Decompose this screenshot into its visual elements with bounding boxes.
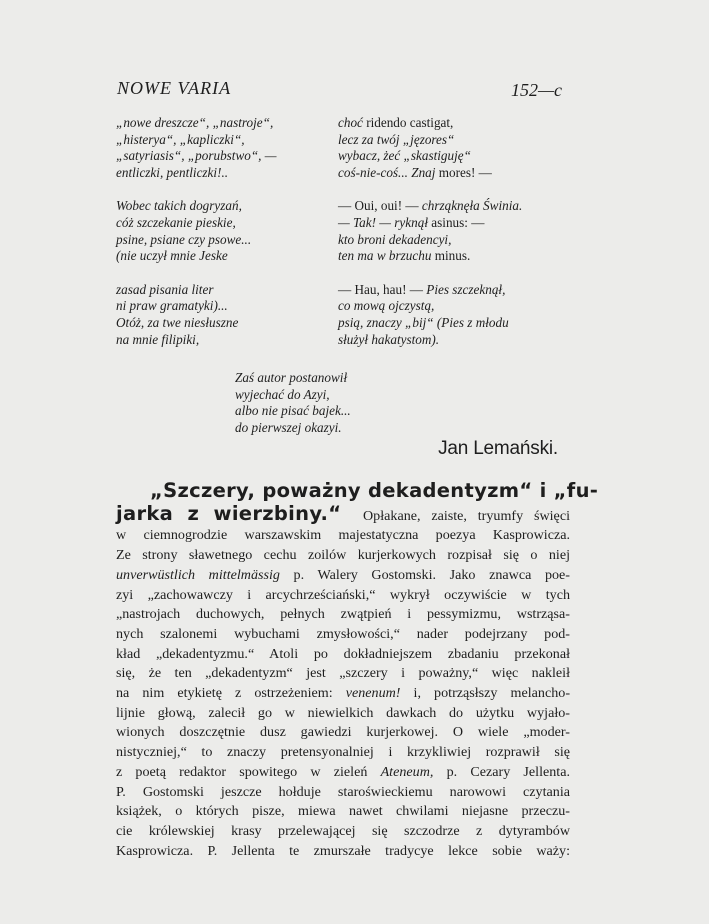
roman-text: Ze strony sławetnego cechu zoilów kurjerkowych rozpisał się o niej xyxy=(116,547,570,564)
poem-line xyxy=(338,132,522,149)
prose-line xyxy=(116,526,570,546)
article-body xyxy=(116,479,599,861)
italic-text: venenum! xyxy=(345,685,401,702)
italic-text: chrząknęła Świnia. xyxy=(421,198,523,214)
roman-text: w ciemnogrodzie warszawskim majestatyczna poezya Kasprowicza. xyxy=(116,527,570,544)
poem-stanza xyxy=(116,198,277,264)
poem-coda xyxy=(235,370,351,436)
prose-line xyxy=(116,546,570,566)
italic-text: kto broni dekadencyi, xyxy=(338,231,452,247)
roman-text: na nim etykietę z ostrzeżeniem: xyxy=(116,685,346,702)
roman-text: Kasprowicza. P. Jellenta te zmurszałe tradycye lekce sobie waży: xyxy=(116,842,570,859)
roman-text: cie królewskiej krasy przelewającej się szczodrze z dytyrambów xyxy=(116,822,570,839)
poem-line xyxy=(338,298,522,315)
prose-line xyxy=(116,802,570,822)
poem-line xyxy=(338,282,522,299)
roman-text: P. Gostomski jeszcze hołduje staroświeckiemu narowowi czytania xyxy=(116,783,570,800)
article-heading-continued: jarka z wierzbiny.“ xyxy=(116,501,342,525)
italic-text: — Tak! — ryknął xyxy=(338,214,428,230)
italic-text: Ateneum, xyxy=(380,763,434,780)
coda-line: do pierwszej okazyi. xyxy=(235,419,342,435)
roman-text: mores! — xyxy=(435,164,492,180)
poem-line: ni praw gramatyki)... xyxy=(116,298,228,314)
poem-line xyxy=(338,232,522,249)
italic-text: psią, znaczy „bij“ (Pies z młodu xyxy=(338,314,509,330)
roman-text: wionych doszczętnie dusz gawiedzi kurjerkowej. O wiele „moder- xyxy=(116,724,570,741)
poem-line: entliczki, pentliczki!.. xyxy=(116,164,229,180)
prose-line xyxy=(116,645,570,665)
poem-line: na mnie filipiki, xyxy=(116,331,200,347)
roman-text: asinus: — xyxy=(428,214,485,230)
poem-line: „histerya“, „kapliczki“, xyxy=(116,131,245,147)
roman-text: „nastrojach duchowych, pełnych zwątpień i pessymizmu, wstrząsa- xyxy=(116,606,570,623)
poem-line: psine, psiane czy psowe... xyxy=(116,231,252,247)
poem-line: (nie uczył mnie Jeske xyxy=(116,248,228,264)
poem-line xyxy=(338,332,522,349)
article-heading: „Szczery, poważny dekadentyzm“ i „fu- xyxy=(150,479,599,502)
roman-text: z poetą redaktor spowitego w zieleń xyxy=(116,763,381,780)
roman-text: minus. xyxy=(431,248,471,264)
poem-line: „satyriasis“, „porubstwo“, — xyxy=(116,148,277,164)
italic-text: coś-nie-coś... Znaj xyxy=(338,164,436,180)
poem-stanza xyxy=(116,282,277,348)
italic-text: wybacz, żeć „skastiguję“ xyxy=(338,148,471,164)
poem-line xyxy=(338,115,522,132)
poem-line xyxy=(338,198,522,215)
italic-text: co mową ojczystą, xyxy=(338,298,435,314)
coda-line: Zaś autor postanowił xyxy=(235,370,348,385)
roman-text: lijnie głową, zalecił go w niewielkich dawkach do użytku wyjało- xyxy=(116,704,570,721)
roman-text: kład „dekadentyzmu.“ Atoli po dokładniejszem zbadaniu przekonał xyxy=(116,645,570,662)
prose-line xyxy=(116,783,570,803)
prose-line xyxy=(116,723,570,743)
poem-line xyxy=(338,215,522,232)
roman-text: zyi „zachowawczy i arcychrześciański,“ wykrył oczywiście w tych xyxy=(116,586,570,603)
italic-text: unverwüstlich mittelmässig xyxy=(116,566,280,583)
roman-text: nych szalonemi wybuchami zmysłowości,“ nader podejrzany pod- xyxy=(116,625,570,642)
poem-line: Wobec takich dogryzań, xyxy=(116,198,242,214)
italic-text: ten ma w brzuchu xyxy=(338,248,432,264)
poem-line: „nowe dreszcze“, „nastroje“, xyxy=(116,115,274,130)
roman-text: nistyczniej,“ to znaczy pretensyonalniej i krzykliwiej rozprawił się xyxy=(116,744,570,761)
italic-text: choć xyxy=(338,115,363,130)
prose-line xyxy=(116,763,570,783)
poem-stanza xyxy=(338,198,522,264)
poem-line: Otóż, za twe niesłuszne xyxy=(116,314,239,330)
poem-left-column xyxy=(116,115,277,365)
poem-line xyxy=(338,165,522,182)
coda-line: wyjechać do Azyi, xyxy=(235,386,330,402)
poem-stanza xyxy=(338,115,522,181)
poem-line xyxy=(338,315,522,332)
roman-text: Opłakane, zaiste, tryumfy święci xyxy=(363,507,570,524)
prose-line xyxy=(116,605,570,625)
roman-text: książek, o których pisze, miewa nawet chwilami niejasne przeczu- xyxy=(116,803,570,820)
prose-line xyxy=(116,625,570,645)
poem-stanza xyxy=(338,282,522,348)
poem-stanza xyxy=(116,115,277,181)
poem-right-column xyxy=(338,115,522,365)
author-signature: Jan Lemański. xyxy=(438,438,558,459)
article-heading-line xyxy=(116,501,570,527)
prose-line xyxy=(116,566,570,586)
italic-text: Pies szczeknął, xyxy=(426,281,506,297)
prose-line xyxy=(116,586,570,606)
poem-line: cóż szczekanie pieskie, xyxy=(116,214,236,230)
roman-text: — Oui, oui! — xyxy=(338,198,422,214)
roman-text: się, że ten „dekadentyzm“ jest „szczery i poważny,“ więc nakleił xyxy=(116,665,570,682)
poem-line: zasad pisania liter xyxy=(116,281,214,297)
page-number: 152—c xyxy=(511,80,562,100)
prose-line xyxy=(116,842,570,862)
poem-line xyxy=(338,148,522,165)
roman-text: p. Walery Gostomski. Jako znawca poe- xyxy=(279,566,570,583)
poem-line xyxy=(338,248,522,265)
roman-text: p. Cezary Jellenta. xyxy=(433,763,570,780)
roman-text: — Hau, hau! — xyxy=(338,281,427,297)
italic-text: lecz za twój „jęzores“ xyxy=(338,131,455,147)
prose-line xyxy=(116,704,570,724)
prose-line xyxy=(116,822,570,842)
coda-line: albo nie pisać bajek... xyxy=(235,403,351,419)
roman-text: i, potrząsłszy melancho- xyxy=(400,685,571,702)
prose-line xyxy=(116,684,570,704)
roman-text: ridendo castigat, xyxy=(362,115,454,130)
italic-text: służył hakatystom). xyxy=(338,331,440,347)
prose-line xyxy=(116,664,570,684)
running-title: NOWE VARIA xyxy=(117,78,232,98)
article-heading-line xyxy=(116,479,599,504)
prose-line xyxy=(116,743,570,763)
